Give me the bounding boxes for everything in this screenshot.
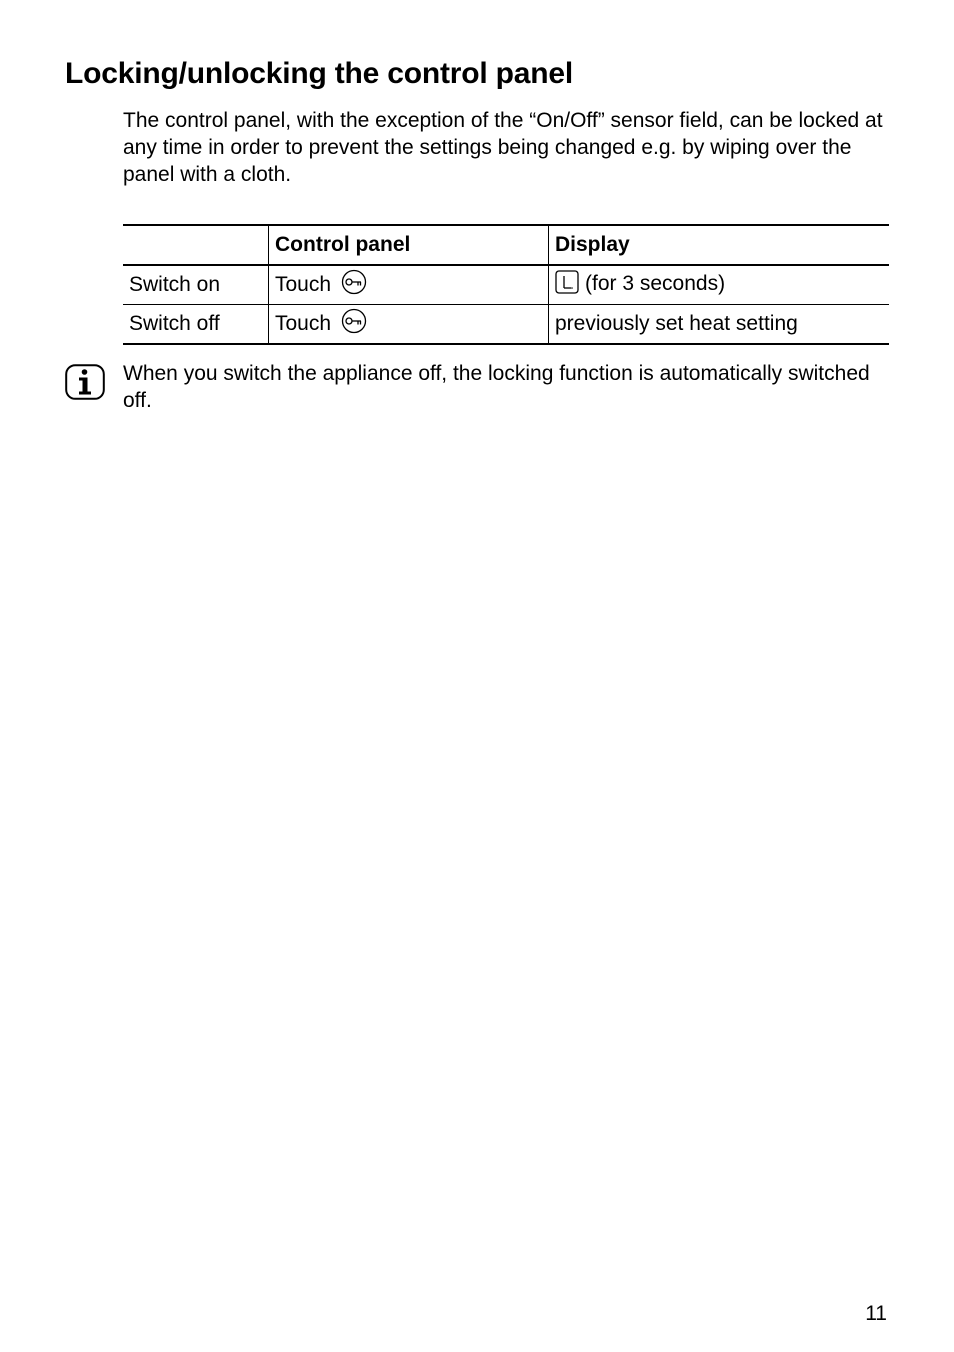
row-action: Switch on [129, 273, 221, 296]
row-control [269, 305, 549, 345]
lock-display-icon [555, 270, 579, 300]
table-header-row [123, 225, 889, 265]
header-empty [123, 225, 269, 265]
table-row [123, 305, 889, 345]
row-action: Switch off [129, 312, 220, 335]
row-control [269, 265, 549, 305]
note-text: When you switch the appliance off, the locking function is automatically switched off. [123, 362, 870, 412]
lock-table-container [123, 224, 889, 345]
header-display: Display [549, 225, 890, 265]
info-icon [65, 364, 105, 405]
header-control-panel: Control panel [269, 225, 549, 265]
page-title: Locking/unlocking the control panel [65, 57, 574, 90]
row-display-text: (for 3 seconds) [585, 272, 726, 295]
intro-paragraph: The control panel, with the exception of the “On/Off” sensor field, can be locked at any time in order to prevent the settings being changed e.g. by wiping over the panel with a cloth. [123, 109, 883, 186]
row-display [549, 265, 890, 305]
row-control-text: Touch [275, 312, 332, 335]
row-display: previously set heat setting [549, 305, 890, 345]
key-icon [341, 269, 367, 301]
page-number: 11 [865, 1302, 887, 1325]
row-control-text: Touch [275, 273, 332, 296]
lock-table [123, 224, 889, 345]
key-icon [341, 308, 367, 340]
table-row [123, 265, 889, 305]
